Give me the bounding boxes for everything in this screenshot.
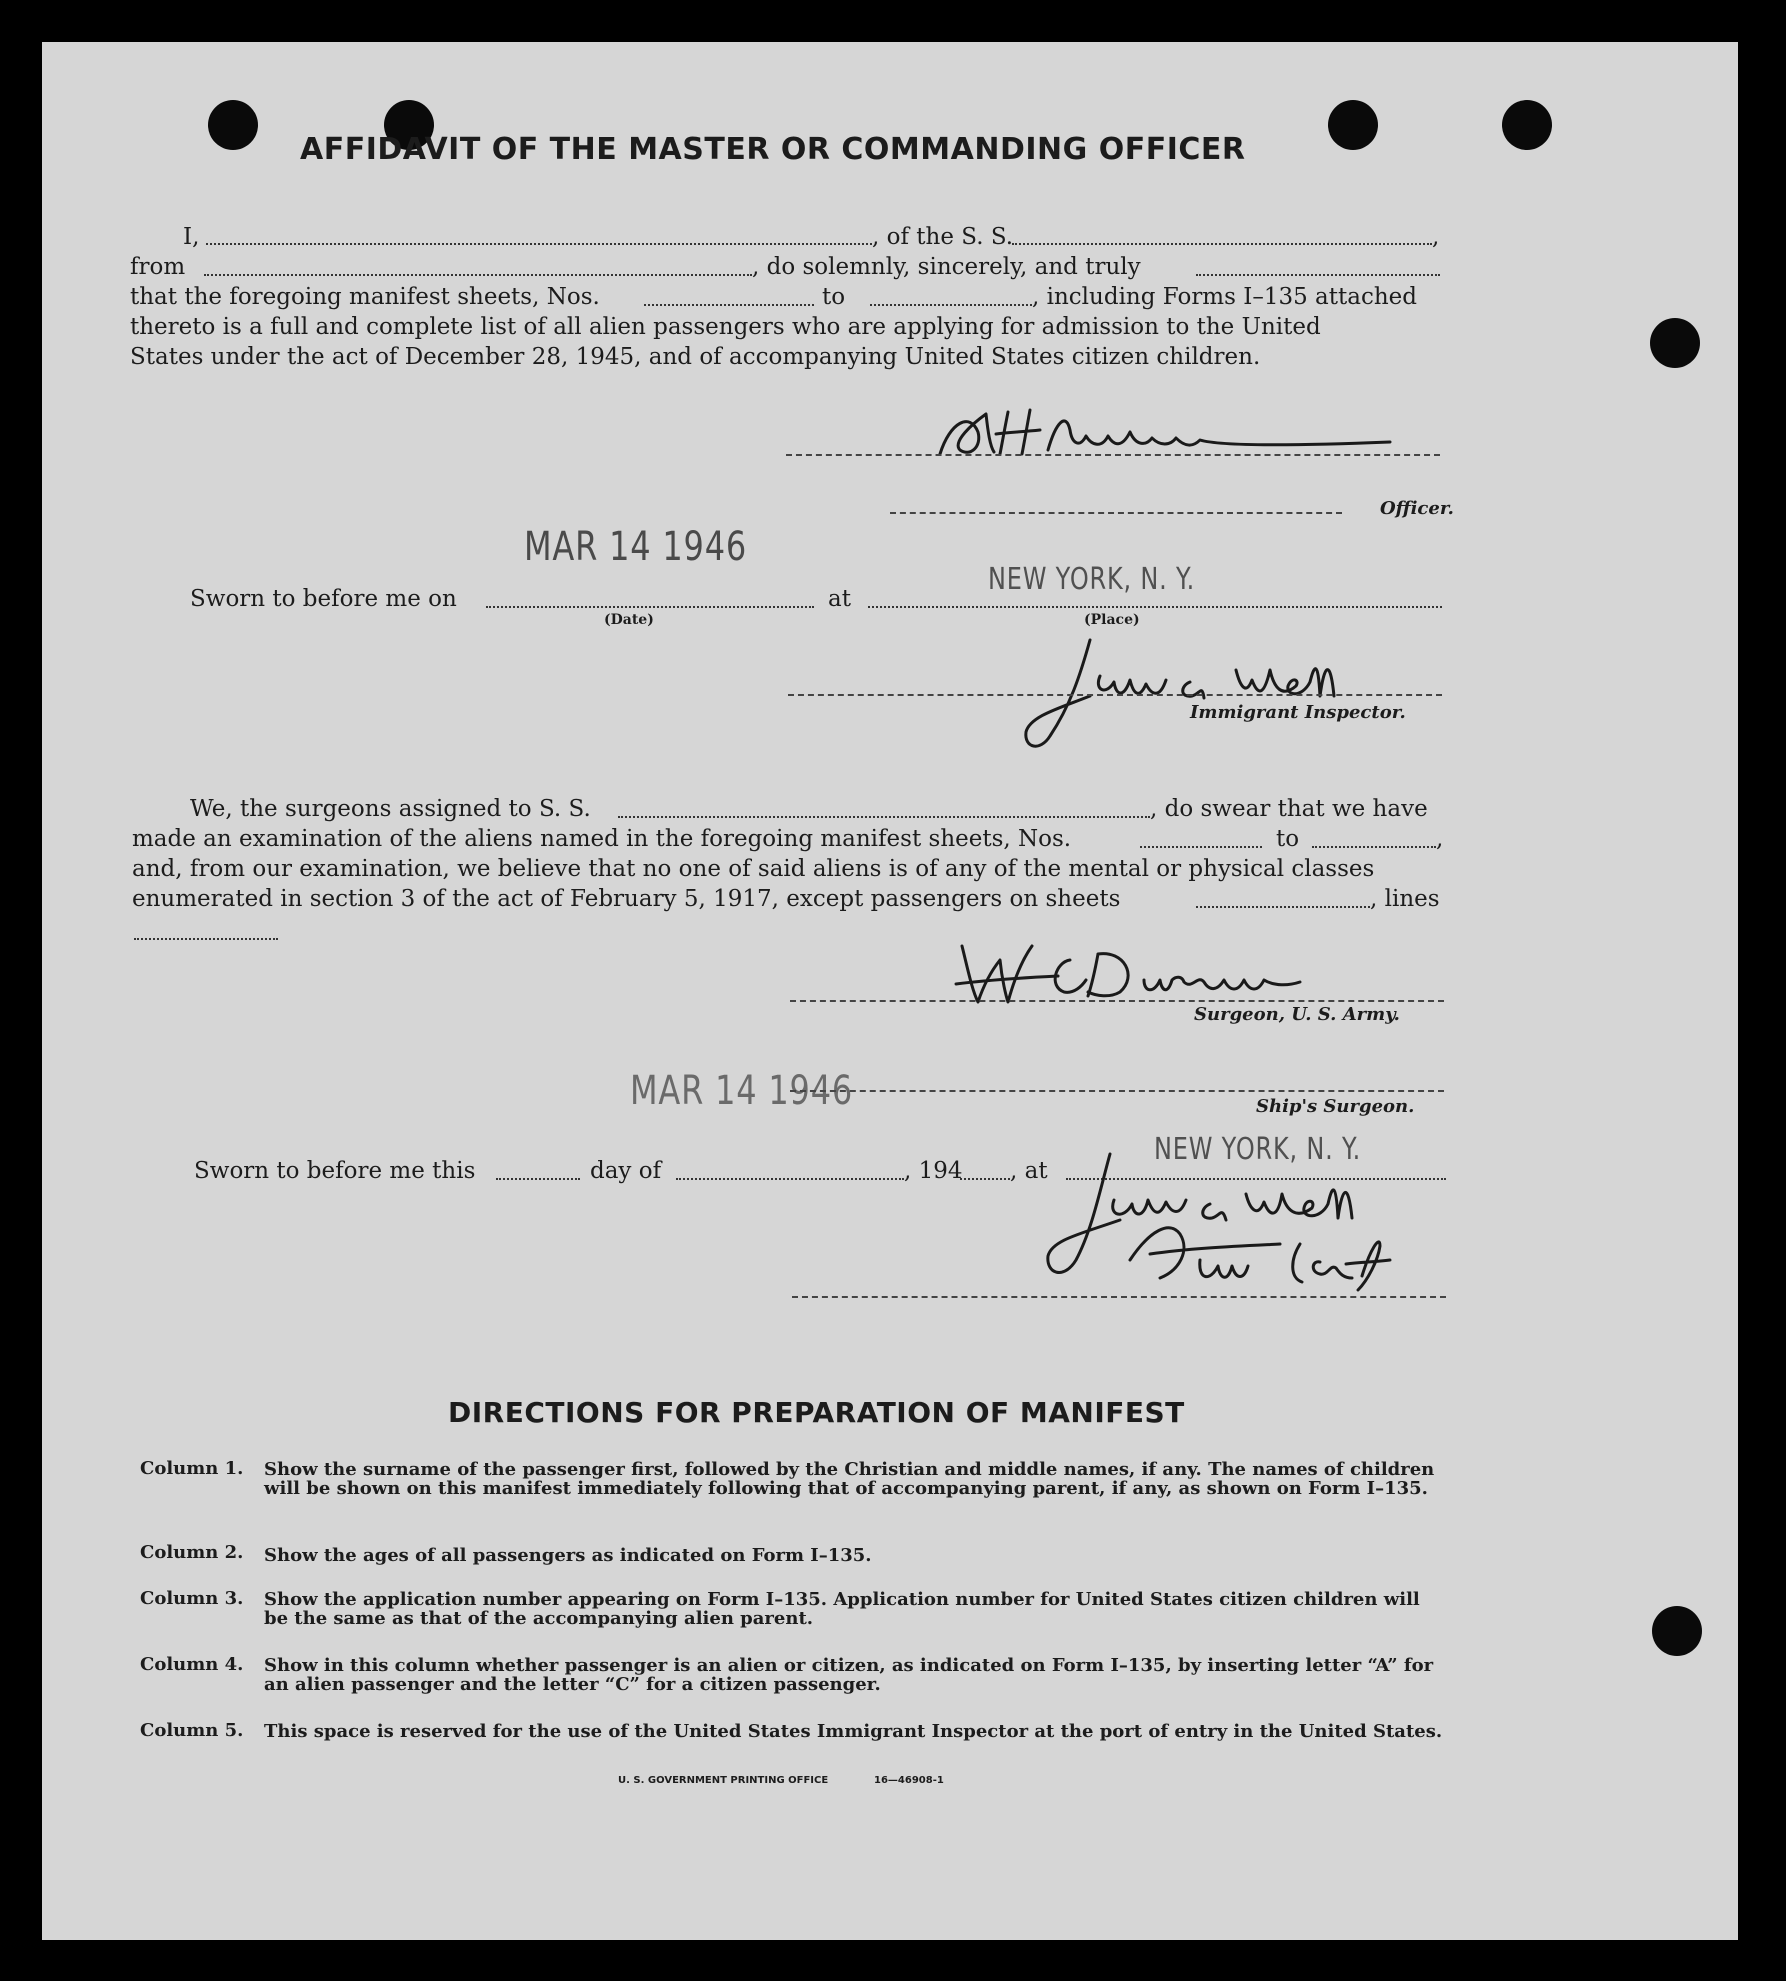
surgeons-line-4b: , lines <box>1370 886 1440 912</box>
affidavit-line-4: thereto is a full and complete list of all alien passengers who are applying for admission to the United <box>130 314 1321 340</box>
surgeon-army-label: Surgeon, U. S. Army. <box>1194 1004 1400 1025</box>
column-5-label: Column 5. <box>140 1720 244 1741</box>
sworn-year-blank <box>960 1178 1010 1180</box>
column-2-text: Show the ages of all passengers as indicated on Form I–135. <box>264 1545 872 1566</box>
surgeon-ship-blank <box>618 816 1150 818</box>
date-caption: (Date) <box>604 612 654 628</box>
sworn-2-day-of: day of <box>590 1158 662 1184</box>
officer-signature-line <box>786 454 1440 456</box>
sworn-1-label: Sworn to before me on <box>190 586 457 612</box>
affidavit-line-2a: from <box>130 254 186 280</box>
sworn-month-blank <box>676 1178 904 1180</box>
affidavit-line-1a: I, <box>183 224 200 250</box>
except-sheets-blank <box>1196 906 1370 908</box>
surgeons-line-1b: , do swear that we have <box>1150 796 1428 822</box>
officer-label: Officer. <box>1380 498 1454 519</box>
column-4-text: Show in this column whether passenger is an alien or citizen, as indicated on Form I–135, by inserting letter “A” for an alien passenger and the letter “C” for a citizen passenger. <box>264 1655 1434 1695</box>
inspector-signature-2 <box>1040 1150 1460 1300</box>
surgeons-line-2c: , <box>1436 826 1444 852</box>
date-stamp-2: MAR 14 1946 <box>630 1068 854 1114</box>
surgeons-line-4a: enumerated in section 3 of the act of February 5, 1917, except passengers on sheets <box>132 886 1121 912</box>
oath-blank <box>1196 274 1440 276</box>
inspector-signature-line <box>788 694 1442 696</box>
affidavit-line-5: States under the act of December 28, 1945, and of accompanying United States citizen children. <box>130 344 1261 370</box>
column-1-text: Show the surname of the passenger first, followed by the Christian and middle names, if any. The names of children will be shown on this manifest immediately following that of accompanying parent, if any, as shown on Form I–135. <box>264 1459 1435 1499</box>
punch-hole <box>1652 1606 1702 1656</box>
sworn-2-at: , at <box>1010 1158 1048 1184</box>
column-4-label: Column 4. <box>140 1654 244 1675</box>
sworn-place-blank <box>868 606 1442 608</box>
sworn-date-blank <box>486 606 814 608</box>
name-blank <box>206 243 872 245</box>
surgeons-line-2a: made an examination of the aliens named in the foregoing manifest sheets, Nos. <box>132 826 1072 852</box>
lines-blank <box>134 938 278 940</box>
column-1-label: Column 1. <box>140 1458 244 1479</box>
surgeons-line-1a: We, the surgeons assigned to S. S. <box>190 796 591 822</box>
date-stamp-1: MAR 14 1946 <box>524 524 748 570</box>
surgeons-line-2b: to <box>1276 826 1300 852</box>
place-caption: (Place) <box>1084 612 1140 628</box>
sworn-2-year: , 194 <box>904 1158 963 1184</box>
form-code: 16—46908-1 <box>874 1775 944 1786</box>
affidavit-line-3a: that the foregoing manifest sheets, Nos. <box>130 284 600 310</box>
inspector-signature <box>1020 636 1420 756</box>
inspector-label: Immigrant Inspector. <box>1190 702 1406 723</box>
sworn-1-at: at <box>828 586 851 612</box>
directions-title: DIRECTIONS FOR PREPARATION OF MANIFEST <box>448 1396 1185 1429</box>
place-stamp-2: NEW YORK, N. Y. <box>1154 1132 1362 1167</box>
punch-hole <box>208 100 258 150</box>
affidavit-line-1b: , of the S. S. <box>872 224 1014 250</box>
column-3-label: Column 3. <box>140 1588 244 1609</box>
sworn-day-blank <box>496 1178 580 1180</box>
inspector-2-signature-line <box>792 1296 1446 1298</box>
printer-imprint: U. S. GOVERNMENT PRINTING OFFICE <box>618 1775 829 1786</box>
officer-signature <box>930 402 1390 462</box>
surgeon-army-signature-line <box>790 1000 1444 1002</box>
column-5-text: This space is reserved for the use of the United States Immigrant Inspector at the port of entry in the United States. <box>264 1721 1443 1742</box>
surgeon-sheets-from-blank <box>1140 846 1262 848</box>
sworn-2-label: Sworn to before me this <box>194 1158 476 1184</box>
affidavit-line-1c: , <box>1432 224 1440 250</box>
punch-hole <box>1650 318 1700 368</box>
affidavit-line-2b: , do solemnly, sincerely, and truly <box>752 254 1141 280</box>
surgeon-sheets-to-blank <box>1312 846 1436 848</box>
affidavit-line-3c: , including Forms I–135 attached <box>1032 284 1417 310</box>
column-2-label: Column 2. <box>140 1542 244 1563</box>
place-stamp-1: NEW YORK, N. Y. <box>988 562 1196 597</box>
punch-hole <box>1502 100 1552 150</box>
affidavit-line-3b: to <box>822 284 846 310</box>
document-title: AFFIDAVIT OF THE MASTER OR COMMANDING OFFICER <box>300 132 1246 167</box>
column-3-text: Show the application number appearing on Form I–135. Application number for United States citizen children will be the same as that of the accompanying alien parent. <box>264 1589 1420 1629</box>
surgeons-line-3: and, from our examination, we believe that no one of said aliens is of any of the mental or physical classes <box>132 856 1375 882</box>
ship-surgeon-label: Ship's Surgeon. <box>1256 1096 1415 1117</box>
punch-hole <box>1328 100 1378 150</box>
ship-name-blank <box>1012 243 1432 245</box>
sheets-to-blank <box>870 304 1032 306</box>
from-blank <box>204 274 752 276</box>
officer-title-line <box>890 512 1342 514</box>
ship-surgeon-signature-line <box>790 1090 1444 1092</box>
sheets-from-blank <box>644 304 814 306</box>
